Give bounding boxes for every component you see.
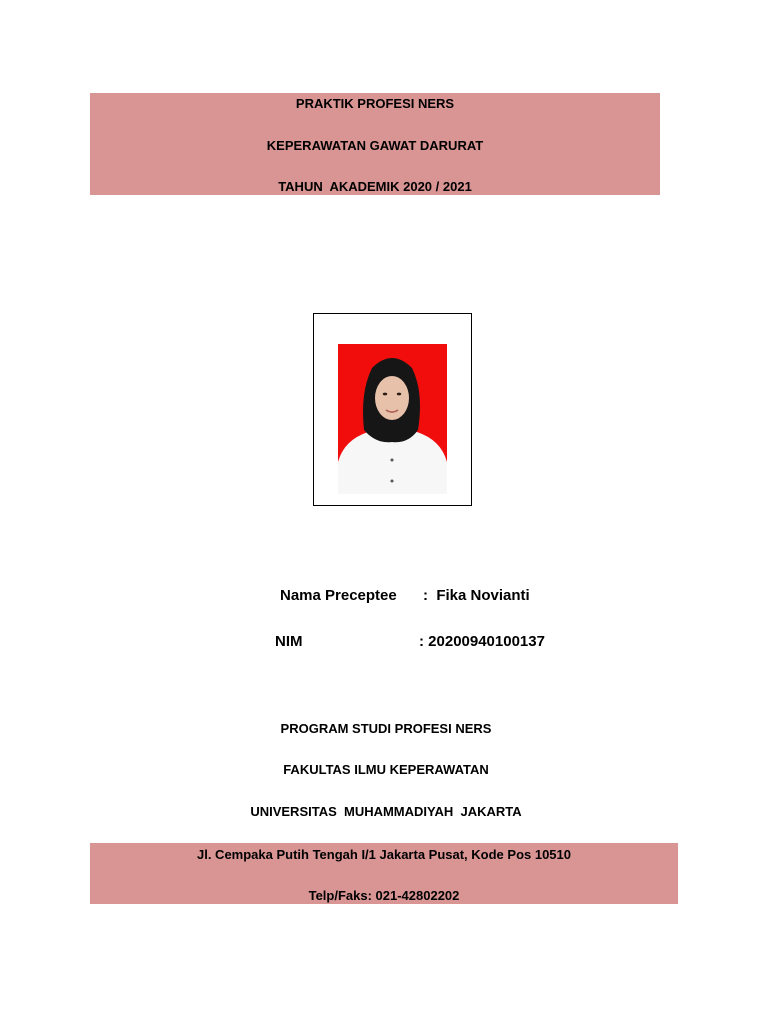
student-photo bbox=[338, 344, 447, 494]
program-name: PROGRAM STUDI PROFESI NERS bbox=[280, 721, 492, 736]
name-value: : Fika Novianti bbox=[423, 587, 530, 604]
academic-year: TAHUN AKADEMIK 2020 / 2021 bbox=[278, 179, 472, 194]
nim-value: : 20200940100137 bbox=[419, 633, 545, 650]
footer-banner bbox=[90, 843, 678, 904]
university-name: UNIVERSITAS MUHAMMADIYAH JAKARTA bbox=[250, 804, 522, 819]
faculty-name: FAKULTAS ILMU KEPERAWATAN bbox=[283, 762, 489, 777]
course-subtitle: KEPERAWATAN GAWAT DARURAT bbox=[266, 138, 484, 153]
phone-fax: Telp/Faks: 021-42802202 bbox=[308, 888, 460, 903]
header-banner bbox=[90, 93, 660, 195]
address: Jl. Cempaka Putih Tengah I/1 Jakarta Pusat, Kode Pos 10510 bbox=[196, 847, 572, 862]
photo-frame bbox=[313, 313, 472, 506]
nim-label: NIM bbox=[275, 633, 303, 650]
course-title: PRAKTIK PROFESI NERS bbox=[295, 96, 455, 111]
name-label: Nama Preceptee bbox=[280, 587, 397, 604]
